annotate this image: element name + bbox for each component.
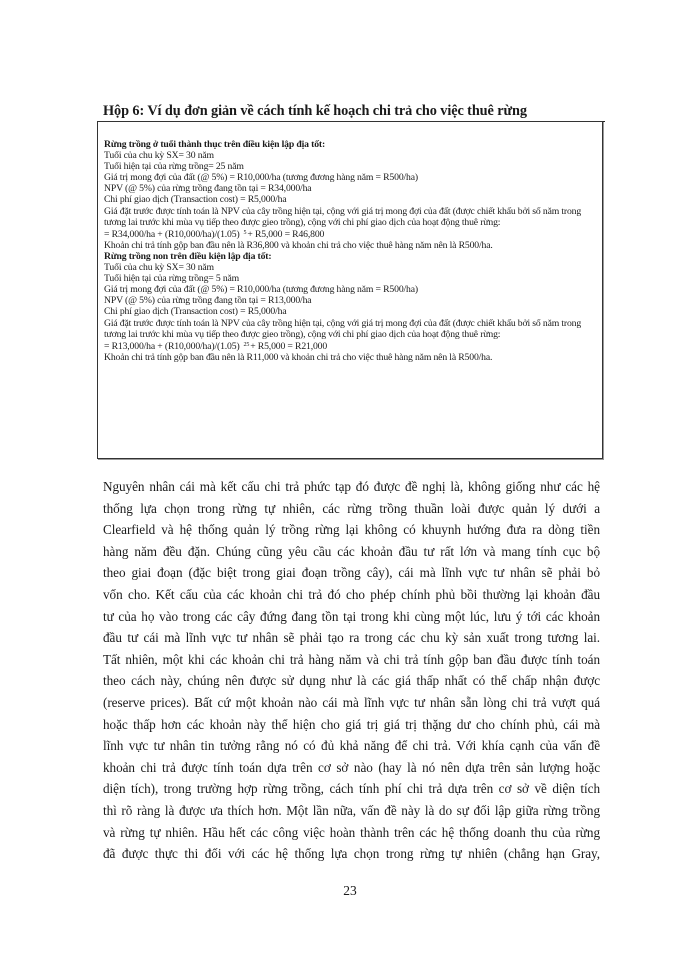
body-line: khoản chi trả được tính toán dựa trên cơ sở nào (hay là nó nên dựa trên sản lượng hoặc xyxy=(103,759,600,775)
box-line: NPV (@ 5%) của rừng trồng đang tồn tại = R34,000/ha xyxy=(104,183,312,195)
box-line: Tuổi hiện tại của rừng trồng= 25 năm xyxy=(104,161,244,173)
formula-pre: = R34,000/ha + (R10,000/ha)/(1.05) xyxy=(104,228,240,240)
example-box xyxy=(97,121,603,459)
conclusion-mature: Khoản chi trả tính gộp ban đầu nên là R36,800 và khoản chi trả cho việc thuê hàng năm nên là R500/ha. xyxy=(104,239,493,251)
formula-post: + R5,000 = R21,000 xyxy=(250,340,328,352)
body-paragraph xyxy=(103,476,600,865)
body-line: Clearfield và hệ thống quản lý trồng rừng lại không có khuynh hướng đưa ra dòng tiền xyxy=(103,522,600,538)
box-title: Hộp 6: Ví dụ đơn giản về cách tính kế hoạch chi trả cho việc thuê rừng xyxy=(103,103,605,122)
body-line: đầu tư cái mà lĩnh vực tư nhân sẽ phải tạo ra trong các chu kỳ sản xuất trong tương lai. xyxy=(103,630,600,646)
body-line: lĩnh vực tư nhân tin tưởng rằng nó có đủ khả năng để chi trả. Với khía cạnh của vấn đề xyxy=(103,738,600,754)
box-line: Tuổi hiện tại của rừng trồng= 5 năm xyxy=(104,273,240,285)
body-line: diện tích), trong trường hợp rừng trồng, cách tính phí chi trả dựa trên cơ sở về diện tích xyxy=(103,781,600,797)
conclusion-young: Khoản chi trả tính gộp ban đầu nên là R11,000 và khoản chi trả cho việc thuê hàng năm nên là R500/ha. xyxy=(104,351,493,363)
formula-exponent: 5 xyxy=(243,229,247,236)
box-line: Tuổi của chu kỳ SX= 30 năm xyxy=(104,262,214,274)
box-paragraph: Giá đặt trước được tính toán là NPV của cây trồng hiện tại, cộng với giá trị mong đợi của đất (được chiết khấu bởi số năm trong tương lai trước khi mùa vụ tiếp theo được gieo trồng), cộng với chi phí giao dịch của hoạt động thuê rừng: xyxy=(104,205,582,228)
formula-post: + R5,000 = R46,800 xyxy=(247,228,325,240)
formula-mature xyxy=(104,228,602,240)
section-heading-mature: Rừng trồng ở tuổi thành thục trên điều kiện lập địa tốt: xyxy=(104,139,326,150)
box-line: Tuổi của chu kỳ SX= 30 năm xyxy=(104,150,214,162)
body-line: và rừng tự nhiên. Hầu hết các công việc hoàn thành trên các hệ thống doanh thu của rừng xyxy=(103,824,600,840)
box-line: Giá trị mong đợi của đất (@ 5%) = R10,000/ha (tương đương hàng năm = R500/ha) xyxy=(104,284,418,296)
body-line: thống lựa chọn trong rừng tự nhiên, các rừng trồng thuần loài được quản lý dưới a xyxy=(103,500,600,516)
formula-pre: = R13,000/ha + (R10,000/ha)/(1.05) xyxy=(104,340,240,352)
body-line: hàng năm đều đặn. Chúng cũng yêu cầu các khoản đầu tư rất lớn và mang tính cục bộ xyxy=(103,543,600,559)
body-line: vốn cho. Kết cấu của các khoản chi trả đó cho phép chính phủ bồi thường lại khoản đầu xyxy=(103,586,600,602)
box-paragraph: Giá đặt trước được tính toán là NPV của cây trồng hiện tại, cộng với giá trị mong đợi của đất (được chiết khấu bởi số năm trong tương lai trước khi mùa vụ tiếp theo được gieo trồng), cộng với chi phí giao dịch của hoạt động thuê rừng: xyxy=(104,317,582,340)
box-line: Giá trị mong đợi của đất (@ 5%) = R10,000/ha (tương đương hàng năm = R500/ha) xyxy=(104,172,418,184)
body-line: theo giai đoạn (đặc biệt trong giai đoạn trồng cây), cái mà lĩnh vực tư nhân sẽ phải bỏ xyxy=(103,565,600,581)
body-line: Nguyên nhân cái mà kết cấu chi trả phức tạp đó được đề nghị là, không giống như các hệ xyxy=(103,479,600,494)
body-line: theo cách này, chúng nên được sử dụng như là các giá thấp nhất có thể chấp nhận được xyxy=(103,673,600,689)
formula-exponent: 25 xyxy=(243,341,250,348)
body-line: Tất nhiên, một khi các khoản chi trả hàng năm và chi trả tính gộp ban đầu được tính toán xyxy=(103,651,600,667)
box-line: Chi phí giao dịch (Transaction cost) = R5,000/ha xyxy=(104,194,287,206)
box-line: Chi phí giao dịch (Transaction cost) = R5,000/ha xyxy=(104,306,287,318)
body-line: thì rõ ràng là được ưa thích hơn. Một lần nữa, vấn đề này là do sự đối lập giữa rừng trồng xyxy=(103,802,600,818)
body-line: đã được thực thi đối với các hệ thống lựa chọn trong rừng tự nhiên (chẳng hạn Gray, xyxy=(103,846,600,862)
body-line: hoặc thấp hơn các khoản này thể hiện cho giá trị giá trị thặng dư cho chính phủ, cái mà xyxy=(103,716,600,732)
page-number: 23 xyxy=(343,883,357,898)
box-line: NPV (@ 5%) của rừng trồng đang tồn tại = R13,000/ha xyxy=(104,295,312,307)
body-line: (reserve prices). Bất cứ một khoản nào cái mà lĩnh vực tư nhân sẵn lòng chi trả vượt quá xyxy=(103,694,600,710)
formula-young xyxy=(104,340,602,352)
section-heading-young: Rừng trồng non trên điều kiện lập địa tốt: xyxy=(104,250,272,262)
body-line: tư của họ vào trong các cây đứng đang tồn tại trong khi cùng một lúc, lưu ý tới các khoản xyxy=(103,608,600,624)
